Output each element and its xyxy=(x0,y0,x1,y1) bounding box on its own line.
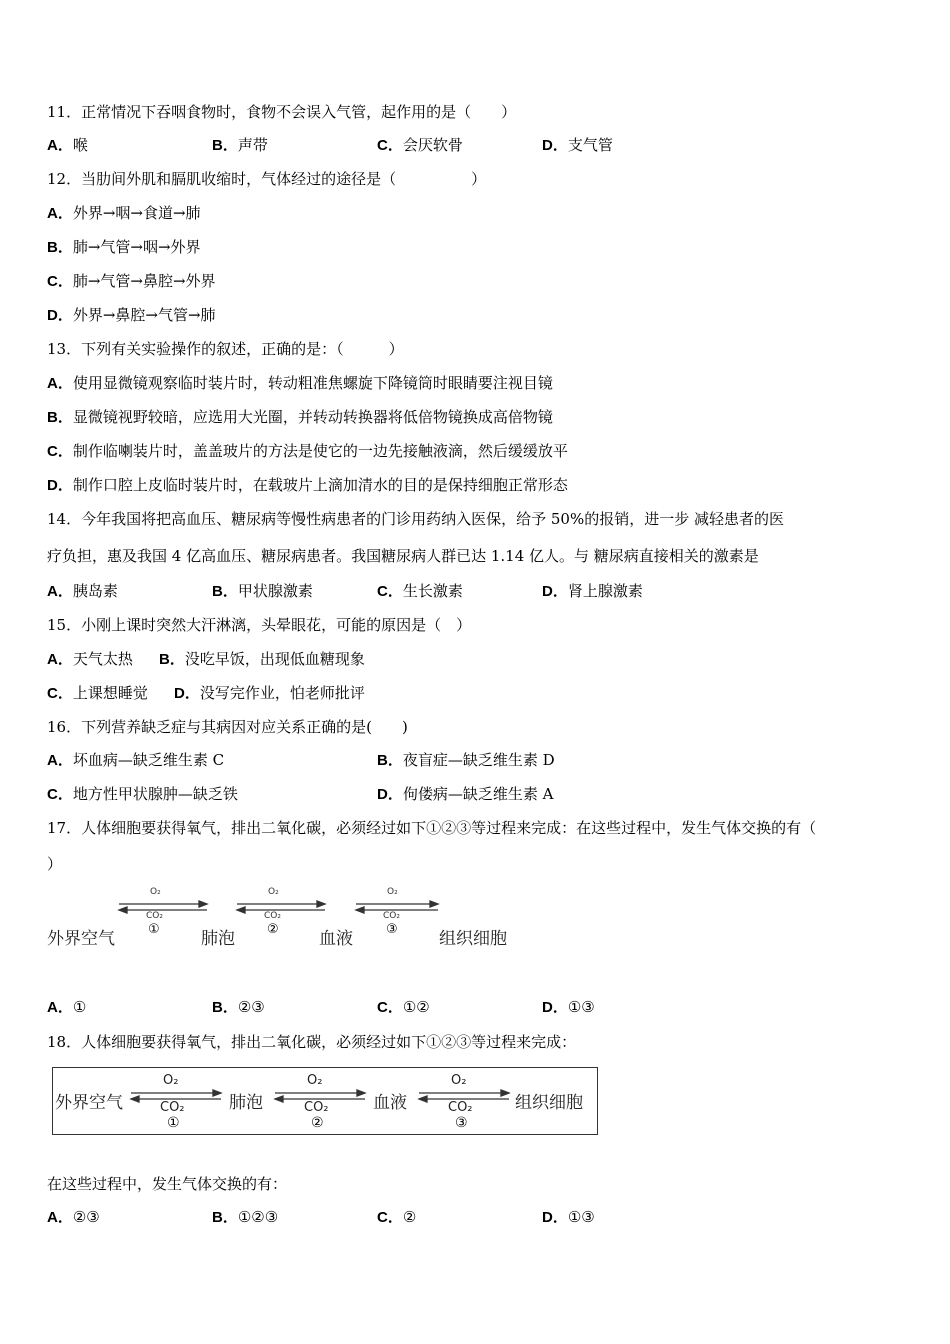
option-text: ②③ xyxy=(72,1208,100,1226)
q12-option-b[interactable] xyxy=(47,237,201,257)
option-text: ①③ xyxy=(567,998,595,1016)
o2-label-2: O₂ xyxy=(268,887,279,897)
option-label: A． xyxy=(47,375,73,392)
option-text: 坏血病—缺乏维生素 C xyxy=(72,751,225,769)
option-label: C． xyxy=(377,583,403,600)
option-label: D． xyxy=(174,685,200,702)
q13-option-a[interactable] xyxy=(47,373,553,393)
option-text: 夜盲症—缺乏维生素 D xyxy=(402,751,555,769)
q18-option-d[interactable] xyxy=(542,1207,595,1228)
q16-option-b[interactable] xyxy=(377,750,555,771)
q15-option-b[interactable] xyxy=(159,649,365,670)
option-label: C． xyxy=(47,443,73,460)
step-2: ② xyxy=(311,1115,324,1131)
co2-label-3: CO₂ xyxy=(448,1100,473,1115)
node-alveoli: 肺泡 xyxy=(201,929,235,949)
q15-option-d[interactable] xyxy=(174,683,365,704)
option-label: A． xyxy=(47,651,73,668)
option-text: ①②③ xyxy=(237,1208,279,1226)
q13-stem: 13．下列有关实验操作的叙述，正确的是：（ ） xyxy=(47,340,404,358)
option-label: C． xyxy=(47,786,73,803)
option-label: B． xyxy=(212,1209,238,1226)
arrowhead-co2-1 xyxy=(119,907,127,913)
node-outside-air: 外界空气 xyxy=(55,1093,123,1113)
q15-options-row2 xyxy=(47,683,917,703)
option-text: 肺→气管→鼻腔→外界 xyxy=(72,272,216,290)
option-text: 佝偻病—缺乏维生素 A xyxy=(402,785,554,803)
option-label: C． xyxy=(377,137,403,154)
option-text: ②③ xyxy=(237,998,265,1016)
o2-label-3: O₂ xyxy=(387,887,398,897)
q16-option-a[interactable] xyxy=(47,750,224,771)
arrowhead-o2-1 xyxy=(199,901,207,907)
o2-label-2: O₂ xyxy=(307,1073,323,1088)
q15-stem: 15．小刚上课时突然大汗淋漓，头晕眼花，可能的原因是（ ） xyxy=(47,616,472,634)
option-text: ①③ xyxy=(567,1208,595,1226)
co2-label-3: CO₂ xyxy=(383,911,400,921)
option-label: B． xyxy=(377,752,403,769)
co2-label-2: CO₂ xyxy=(304,1100,329,1115)
option-label: D． xyxy=(542,999,568,1016)
q14-option-a[interactable] xyxy=(47,581,118,602)
q14-stem-line2: 疗负担，惠及我国 4 亿高血压、糖尿病患者。我国糖尿病人群已达 1.14 亿人。与 糖尿病直接相关的激素是 xyxy=(47,547,759,565)
q17-stem-line1: 17．人体细胞要获得氧气，排出二氧化碳，必须经过如下①②③等过程来完成：在这些过程中，发生气体交换的有（ xyxy=(47,819,817,837)
option-label: A． xyxy=(47,999,73,1016)
option-text: 喉 xyxy=(72,136,88,154)
step-3: ③ xyxy=(455,1115,468,1131)
q18-option-c[interactable] xyxy=(377,1207,416,1228)
co2-label-1: CO₂ xyxy=(146,911,163,921)
q12-option-c[interactable] xyxy=(47,271,216,291)
q15-option-c[interactable] xyxy=(47,683,148,704)
q14-options xyxy=(47,581,917,601)
q18-question: 在这些过程中，发生气体交换的有： xyxy=(47,1175,288,1193)
option-text: 肺→气管→咽→外界 xyxy=(72,238,201,256)
option-text: 显微镜视野较暗，应选用大光圈，并转动转换器将低倍物镜换成高倍物镜 xyxy=(72,408,553,426)
option-text: 胰岛素 xyxy=(72,582,118,600)
q16-options-row2 xyxy=(47,784,917,804)
node-blood: 血液 xyxy=(373,1093,407,1113)
q14-option-d[interactable] xyxy=(542,581,643,602)
option-label: B． xyxy=(212,583,238,600)
q14-option-b[interactable] xyxy=(212,581,313,602)
option-label: A． xyxy=(47,1209,73,1226)
option-text: 声带 xyxy=(237,136,268,154)
option-label: A． xyxy=(47,583,73,600)
option-text: 支气管 xyxy=(567,136,613,154)
option-label: D． xyxy=(377,786,403,803)
arrowhead-o2-2 xyxy=(357,1090,365,1096)
option-text: 制作口腔上皮临时装片时，在载玻片上滴加清水的目的是保持细胞正常形态 xyxy=(72,476,568,494)
arrowhead-co2-2 xyxy=(237,907,245,913)
option-text: ② xyxy=(402,1208,417,1226)
q16-options-row1 xyxy=(47,750,917,770)
node-outside-air: 外界空气 xyxy=(47,929,115,949)
q18-option-b[interactable] xyxy=(212,1207,278,1228)
q11-options xyxy=(47,135,917,155)
option-text: 没写完作业，怕老师批评 xyxy=(199,684,365,702)
option-text: 甲状腺激素 xyxy=(237,582,313,600)
option-text: 外界→咽→食道→肺 xyxy=(72,204,201,222)
q16-stem: 16．下列营养缺乏症与其病因对应关系正确的是( ) xyxy=(47,718,408,736)
step-1: ① xyxy=(148,922,160,937)
option-label: B． xyxy=(47,239,73,256)
option-label: D． xyxy=(542,583,568,600)
option-label: C． xyxy=(377,1209,403,1226)
q17-options xyxy=(47,997,917,1017)
option-label: C． xyxy=(47,685,73,702)
option-label: B． xyxy=(212,999,238,1016)
o2-label-1: O₂ xyxy=(163,1073,179,1088)
q13-option-c[interactable] xyxy=(47,441,568,461)
q12-option-d[interactable] xyxy=(47,305,216,325)
q11-option-b[interactable] xyxy=(212,135,268,156)
option-text: ①② xyxy=(402,998,430,1016)
node-tissue-cells: 组织细胞 xyxy=(515,1093,583,1113)
option-text: 地方性甲状腺肿—缺乏铁 xyxy=(72,785,238,803)
q11-option-d[interactable] xyxy=(542,135,613,156)
q17-option-b[interactable] xyxy=(212,997,265,1018)
option-text: 使用显微镜观察临时装片时，转动粗准焦螺旋下降镜筒时眼睛要注视目镜 xyxy=(72,374,553,392)
arrowhead-co2-2 xyxy=(275,1096,283,1102)
q18-option-a[interactable] xyxy=(47,1207,100,1228)
node-tissue-cells: 组织细胞 xyxy=(439,929,507,949)
option-text: 肾上腺激素 xyxy=(567,582,643,600)
q17-option-a[interactable] xyxy=(47,997,86,1018)
co2-label-1: CO₂ xyxy=(160,1100,185,1115)
q15-options-row1 xyxy=(47,649,917,669)
option-text: 生长激素 xyxy=(402,582,463,600)
q17-stem-line2: ） xyxy=(47,855,63,873)
co2-label-2: CO₂ xyxy=(264,911,281,921)
node-blood: 血液 xyxy=(319,929,353,949)
q16-option-d[interactable] xyxy=(377,784,553,805)
option-text: 天气太热 xyxy=(72,650,133,668)
option-label: D． xyxy=(47,477,73,494)
q13-option-d[interactable] xyxy=(47,475,568,495)
arrowhead-o2-3 xyxy=(501,1090,509,1096)
q18-stem: 18．人体细胞要获得氧气，排出二氧化碳，必须经过如下①②③等过程来完成： xyxy=(47,1033,577,1051)
step-2: ② xyxy=(267,922,279,937)
option-text: 上课想睡觉 xyxy=(72,684,148,702)
q16-option-c[interactable] xyxy=(47,784,238,805)
option-label: C． xyxy=(377,999,403,1016)
option-label: A． xyxy=(47,205,73,222)
q17-option-c[interactable] xyxy=(377,997,430,1018)
q11-option-a[interactable] xyxy=(47,135,88,156)
arrowhead-co2-3 xyxy=(419,1096,427,1102)
q12-stem: 12．当肋间外肌和膈肌收缩时，气体经过的途径是（ ） xyxy=(47,170,487,188)
option-label: A． xyxy=(47,137,73,154)
option-label: B． xyxy=(212,137,238,154)
arrowhead-o2-2 xyxy=(317,901,325,907)
option-text: 制作临喇装片时，盖盖玻片的方法是使它的一边先接触液滴，然后缓缓放平 xyxy=(72,442,568,460)
option-label: D． xyxy=(542,1209,568,1226)
option-label: C． xyxy=(47,273,73,290)
q17-option-d[interactable] xyxy=(542,997,595,1018)
option-label: B． xyxy=(159,651,185,668)
step-1: ① xyxy=(167,1115,180,1131)
option-text: ① xyxy=(72,998,87,1016)
q14-stem-line1: 14．今年我国将把高血压、糖尿病等慢性病患者的门诊用药纳入医保，给予 50%的报销，进一步 减轻患者的医 xyxy=(47,510,784,528)
o2-label-1: O₂ xyxy=(150,887,161,897)
q11-option-c[interactable] xyxy=(377,135,463,156)
q17-diagram xyxy=(47,882,567,952)
arrowhead-co2-1 xyxy=(131,1096,139,1102)
option-text: 会厌软骨 xyxy=(402,136,463,154)
q12-option-a[interactable] xyxy=(47,203,201,223)
node-alveoli: 肺泡 xyxy=(229,1093,263,1113)
q14-option-c[interactable] xyxy=(377,581,463,602)
option-text: 外界→鼻腔→气管→肺 xyxy=(72,306,216,324)
option-label: A． xyxy=(47,752,73,769)
option-text: 没吃早饭，出现低血糖现象 xyxy=(184,650,365,668)
o2-label-3: O₂ xyxy=(451,1073,467,1088)
arrowhead-o2-3 xyxy=(430,901,438,907)
option-label: B． xyxy=(47,409,73,426)
q18-diagram xyxy=(52,1067,598,1135)
arrowhead-o2-1 xyxy=(213,1090,221,1096)
option-label: D． xyxy=(47,307,73,324)
arrowhead-co2-3 xyxy=(356,907,364,913)
q11-stem: 11．正常情况下吞咽食物时，食物不会误入气管，起作用的是（ ） xyxy=(47,103,517,121)
q13-option-b[interactable] xyxy=(47,407,553,427)
q15-option-a[interactable] xyxy=(47,649,133,670)
option-label: D． xyxy=(542,137,568,154)
q18-options xyxy=(47,1207,917,1227)
step-3: ③ xyxy=(386,922,398,937)
